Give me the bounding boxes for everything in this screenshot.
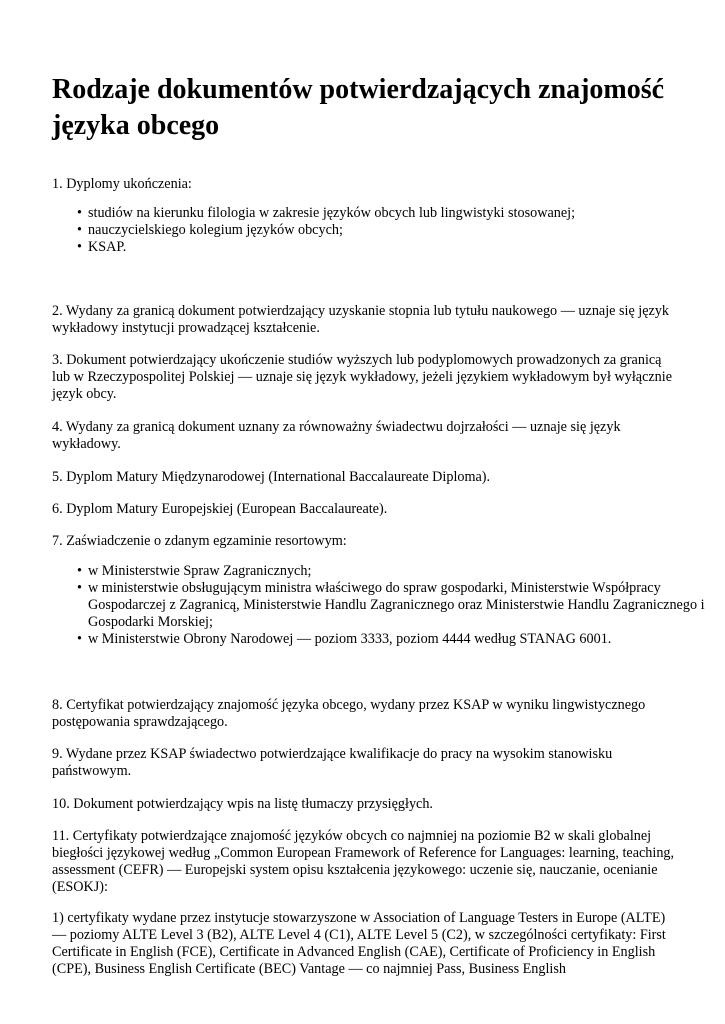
list-item: • w Ministerstwie Spraw Zagranicznych; xyxy=(88,563,718,580)
section-10: 10. Dokument potwierdzający wpis na listę tłumaczy przysięgłych. xyxy=(52,796,433,812)
section-1-intro: 1. Dyplomy ukończenia: xyxy=(52,176,192,192)
list-item: • KSAP. xyxy=(88,239,718,256)
section-9: 9. Wydane przez KSAP świadectwo potwierdzające kwalifikacje do pracy na wysokim stanowisku państwowym. xyxy=(52,746,613,779)
list-item: • w ministerstwie obsługującym ministra właściwego do spraw gospodarki, Ministerstwie Współpracy Gospodarczej z Zagranicą, Ministerstwie Handlu Zagranicznego oraz Ministerstwie Handlu Zagranicznego i Gospodarki Morskiej; xyxy=(88,580,718,631)
section-1-list xyxy=(52,205,718,256)
section-4: 4. Wydany za granicą dokument uznany za równoważny świadectwu dojrzałości — uznaje się język wykładowy. xyxy=(52,419,621,452)
list-item: • w Ministerstwie Obrony Narodowej — poziom 3333, poziom 4444 według STANAG 6001. xyxy=(88,631,718,648)
section-7-list xyxy=(52,563,718,648)
section-5: 5. Dyplom Matury Międzynarodowej (International Baccalaureate Diploma). xyxy=(52,469,491,485)
section-2: 2. Wydany za granicą dokument potwierdzający uzyskanie stopnia lub tytułu naukowego — uznaje się język wykładowy instytucji prowadzącej kształcenie. xyxy=(52,303,670,336)
section-6: 6. Dyplom Matury Europejskiej (European Baccalaureate). xyxy=(52,501,388,517)
section-11: 11. Certyfikaty potwierdzające znajomość języków obcych co najmniej na poziomie B2 w skali globalnej biegłości językowej według „Common European Framework of Reference for Languages: learning, teaching, assessment (CEFR) — Europejski system opisu kształcenia językowego: uczenie się, nauczanie, ocenianie (ESOKJ): xyxy=(52,828,675,895)
section-3: 3. Dokument potwierdzający ukończenie studiów wyższych lub podyplomowych prowadzonych za granicą lub w Rzeczypospolitej Polskiej — uznaje się język wykładowy, jeżeli językiem wykładowym był wyłącznie język obcy. xyxy=(52,352,673,402)
section-8: 8. Certyfikat potwierdzający znajomość języka obcego, wydany przez KSAP w wyniku lingwistycznego postępowania sprawdzającego. xyxy=(52,697,646,730)
list-item: • studiów na kierunku filologia w zakresie języków obcych lub lingwistyki stosowanej; xyxy=(88,205,718,222)
section-7-intro: 7. Zaświadczenie o zdanym egzaminie resortowym: xyxy=(52,533,347,549)
page-title: Rodzaje dokumentów potwierdzających znajomość języka obcego xyxy=(52,74,665,141)
section-11-item-1: 1) certyfikaty wydane przez instytucje stowarzyszone w Association of Language Testers in Europe (ALTE) — poziomy ALTE Level 3 (B2), ALTE Level 4 (C1), ALTE Level 5 (C2), w szczególności certyfikaty: First Certificate in English (FCE), Certificate in Advanced English (CAE), Certificate of Proficiency in English (CPE), Business English Certificate (BEC) Vantage — co najmniej Pass, Business English xyxy=(52,910,666,977)
list-item: • nauczycielskiego kolegium języków obcych; xyxy=(88,222,718,239)
